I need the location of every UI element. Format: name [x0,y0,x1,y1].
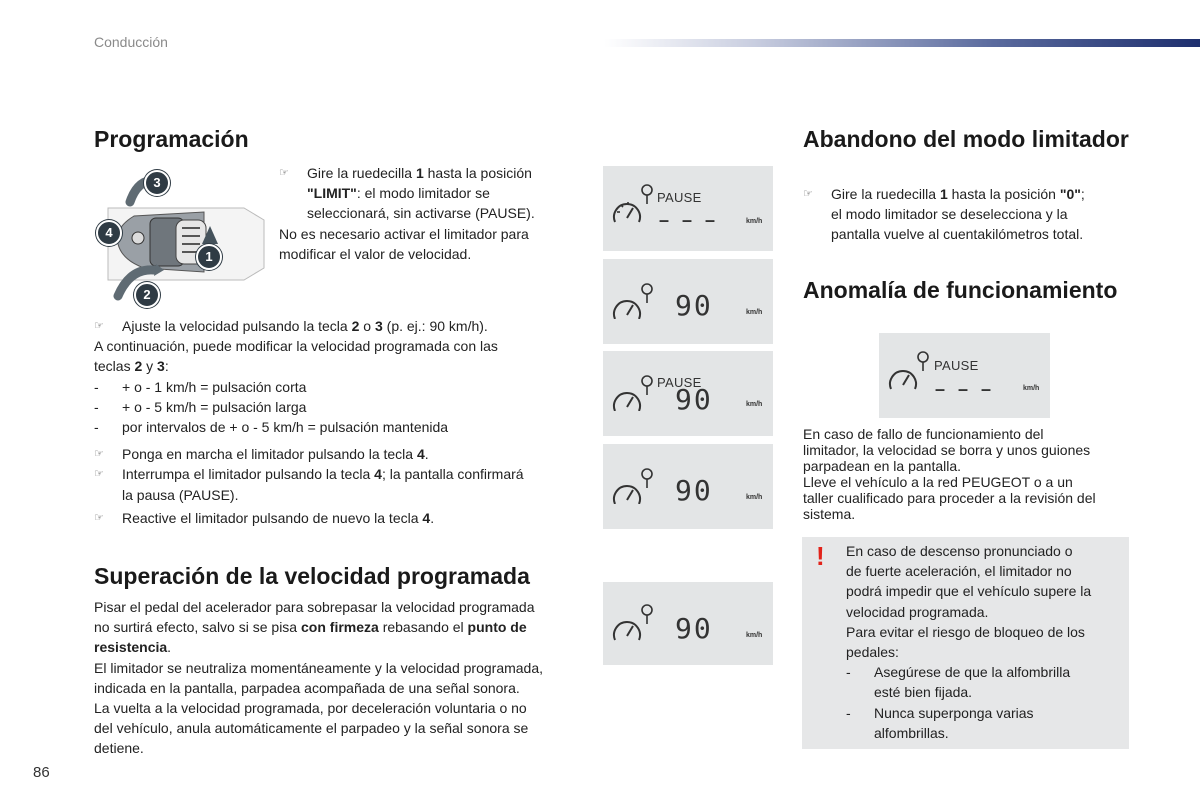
note-text: No es necesario activar el limitador para modificar el valor de velocidad. [279,225,529,262]
bullet-item: ☞ Reactive el limitador pulsando de nuevo la tecla 4. [94,508,584,528]
continuation-text: A continuación, puede modificar la velocidad programada con las teclas 2 y 3: [94,338,498,375]
speed-limiter-gauge-icon [879,333,939,393]
speed-value: 90 [675,474,713,507]
display-pause-90 [603,351,773,436]
kmh-unit: km/h [746,401,763,408]
speed-value: 90 [675,612,713,645]
programacion-step1 [279,163,579,264]
section-title: Conducción [94,34,168,50]
dash-item: - Nunca superponga varias [846,704,1034,721]
limiter-stalk-illustration [94,168,270,306]
programacion-adjust [94,316,584,528]
dash-item: - + o - 1 km/h = pulsación corta [94,378,307,395]
abandono-text [803,184,1133,245]
finger-bullet-icon: ☞ [279,167,289,179]
finger-bullet-icon: ☞ [94,511,104,524]
speed-limiter-gauge-icon [603,259,663,319]
exclamation-icon: ! [816,541,825,571]
dash-item: - + o - 5 km/h = pulsación larga [94,398,307,415]
speed-limiter-gauge-icon [603,166,663,226]
bullet-item: ☞ Gire la ruedecilla 1 hasta la posición "0"; el modo limitador se deselecciona y la pantalla vuelve al cuentakilómetros total. [803,186,1085,243]
callout-3: 3 [144,170,170,196]
superacion-text: Pisar el pedal del acelerador para sobrepasar la velocidad programada no surtirá efecto, salvo si se pisa con firmeza rebasando el punto de resistencia. El limitador se neutraliza momentáneamente y la velocidad programada, indicada en la pantalla, parpadea acompañada de una señal sonora. La vuelta a la velocidad programada, por deceleración voluntaria o no del vehículo, anula automáticamente el parpadeo y la señal sonora se detiene. [94,599,544,757]
heading-anomalia: Anomalía de funcionamiento [803,277,1118,303]
pause-label: PAUSE [934,358,979,373]
pause-label: PAUSE [657,190,702,205]
finger-bullet-icon: ☞ [94,468,104,481]
warning-box [802,537,1129,749]
kmh-unit: km/h [746,494,763,501]
finger-bullet-icon: ☞ [94,320,104,332]
speed-value: 90 [675,383,713,416]
heading-programacion: Programación [94,126,249,152]
heading-abandono: Abandono del modo limitador [803,126,1129,152]
kmh-unit: km/h [746,309,763,316]
dashes-label: – – – [935,379,996,399]
kmh-unit: km/h [1023,385,1040,392]
anomalia-text: En caso de fallo de funcionamiento del limitador, la velocidad se borra y unos guiones parpadean en la pantalla. Lleve el vehículo a la red PEUGEOT o a un taller cualificado para proceder a la revisión del sistema. [803,426,1096,522]
dash-item: - Asegúrese de que la alfombrilla [846,664,1071,681]
finger-bullet-icon: ☞ [803,188,813,200]
kmh-unit: km/h [746,632,763,639]
heading-superacion: Superación de la velocidad programada [94,563,530,589]
bullet-item: ☞ Interrumpa el limitador pulsando la tecla 4; la pantalla confirmará la pausa (PAUSE). [94,466,524,503]
callout-2: 2 [134,282,160,308]
warning-text: En caso de descenso pronunciado o de fuerte aceleración, el limitador no podrá impedir que el vehículo supere la velocidad programada. Para evitar el riesgo de bloqueo de los pedales: - Asegúrese de que la alfombrilla esté bien fijada. - Nunca superponga varias alfombrillas. [846,541,1122,743]
bullet-item: ☞ Gire la ruedecilla 1 hasta la posición "LIMIT": el modo limitador se seleccionará, sin activarse (PAUSE). [279,165,535,222]
display-speed-90-c [603,582,773,665]
speed-value: 90 [675,289,713,322]
display-pause-dashes [603,166,773,251]
bullet-item: ☞ Ajuste la velocidad pulsando la tecla 2 o 3 (p. ej.: 90 km/h). [94,316,584,336]
header-gradient-bar [604,39,1200,47]
display-anomalia [879,333,1050,418]
kmh-unit: km/h [746,218,763,225]
speed-limiter-gauge-icon [603,351,663,411]
page-number: 86 [33,764,50,781]
callout-1: 1 [196,244,222,270]
speed-limiter-gauge-icon [603,582,663,642]
bullet-item: ☞ Ponga en marcha el limitador pulsando la tecla 4. [94,444,584,464]
display-speed-90-b [603,444,773,529]
dashes-label: – – – [659,210,720,230]
callout-4: 4 [96,220,122,246]
dash-item: - por intervalos de + o - 5 km/h = pulsación mantenida [94,419,449,436]
display-speed-90 [603,259,773,344]
finger-bullet-icon: ☞ [94,448,104,461]
pause-label: PAUSE [657,375,702,390]
speed-limiter-gauge-icon [603,444,663,504]
